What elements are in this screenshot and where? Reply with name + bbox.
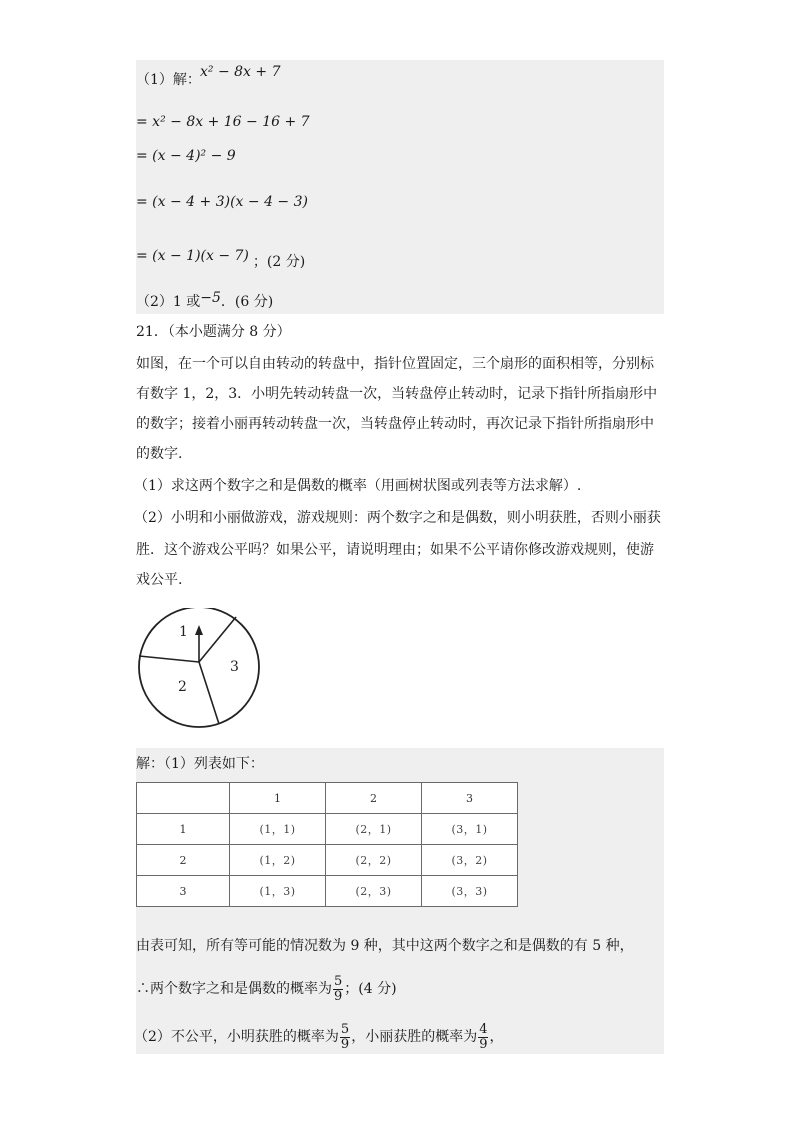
part2-value: −5 [200, 290, 221, 306]
solution21-intro: 解：（1）列表如下： [136, 756, 264, 772]
table-header-cell: 1 [230, 783, 326, 814]
fraction-numerator: 5 [340, 1021, 350, 1037]
table-cell: (1，2) [230, 845, 326, 876]
table-cell: (2，3) [326, 876, 422, 907]
question21-heading: 21．（本小题满分 8 分） [136, 324, 291, 340]
table-row-label: 1 [137, 814, 230, 845]
sector-divider-top [199, 617, 236, 662]
sector-divider-bottom [199, 662, 219, 724]
sector-label-2: 2 [178, 679, 187, 695]
sector-label-1: 1 [179, 624, 188, 640]
table-row [137, 845, 518, 876]
probability-table [136, 782, 518, 907]
fraction-denominator: 9 [340, 1036, 350, 1052]
part1-label: （1）解： [136, 72, 201, 88]
question21-q2-line-2: 胜．这个游戏公平吗？如果公平，请说明理由；如果不公平请你修改游戏规则，使游 [136, 542, 654, 558]
solution20-expr: x² − 8x + 7 [200, 64, 281, 80]
question21-q2-line-1: （2）小明和小丽做游戏，游戏规则：两个数字之和是偶数，则小明获胜，否则小丽获 [134, 510, 661, 526]
pointer-arrow-icon [195, 625, 203, 635]
table-cell: (3，2) [422, 845, 518, 876]
part2-score: ．(6 分) [220, 294, 274, 310]
sector-label-3: 3 [230, 659, 239, 675]
table-cell: (3，1) [422, 814, 518, 845]
table-cell: (2，2) [326, 845, 422, 876]
solution20-step2: = (x − 4)² − 9 [136, 148, 236, 164]
question21-q1: （1）求这两个数字之和是偶数的概率（用画树状图或列表等方法求解）. [134, 478, 582, 494]
table-row-label: 3 [137, 876, 230, 907]
sector-divider-left [139, 656, 199, 662]
part2-label: （2）1 或 [136, 294, 201, 310]
li-fraction [478, 1023, 488, 1052]
question21-body-line-3: 的数字；接着小丽再转动转盘一次，当转盘停止转动时，再次记录下指针所指扇形中 [136, 416, 654, 432]
fraction-denominator: 9 [334, 988, 343, 1004]
table-header-row [137, 783, 518, 814]
table-row [137, 876, 518, 907]
question21-body-line-4: 的数字. [136, 446, 183, 462]
table-row [137, 814, 518, 845]
table-cell: (1，3) [230, 876, 326, 907]
fraction-numerator: 5 [334, 973, 343, 989]
step4-score: ；(2 分) [252, 254, 306, 270]
table-corner-cell [137, 783, 230, 814]
solution20-part2 [136, 292, 273, 312]
table-cell: (2，1) [326, 814, 422, 845]
answer-block-20 [136, 60, 664, 314]
fraction-numerator: 4 [479, 1021, 488, 1037]
table-cell: (3，3) [422, 876, 518, 907]
probability-fraction [333, 975, 343, 1004]
probability-score: ；(4 分) [344, 981, 397, 997]
solution20-step1: = x² − 8x + 16 − 16 + 7 [136, 114, 310, 130]
solution20-step3: = (x − 4 + 3)(x − 4 − 3) [136, 194, 308, 210]
spinner-figure [135, 608, 265, 730]
solution21-probability [136, 972, 397, 1006]
step4-expr: = (x − 1)(x − 7) [136, 248, 249, 264]
probability-text: ∴两个数字之和是偶数的概率为 [136, 981, 332, 997]
question21-body-line-1: 如图，在一个可以自由转动的转盘中，指针位置固定，三个扇形的面积相等，分别标 [136, 356, 654, 372]
question21-q2-line-3: 戏公平. [136, 572, 183, 588]
table-header-cell: 3 [422, 783, 518, 814]
part2-text-b: ，小丽获胜的概率为 [351, 1029, 478, 1045]
solution21-summary: 由表可知，所有等可能的情况数为 9 种，其中这两个数字之和是偶数的有 5 种， [136, 938, 634, 954]
table-row-label: 2 [137, 845, 230, 876]
part2-text-c: ， [489, 1029, 504, 1045]
ming-fraction [340, 1023, 350, 1052]
solution20-part1 [136, 70, 201, 90]
table-cell: (1，1) [230, 814, 326, 845]
solution20-step4 [136, 246, 306, 270]
part2-text-a: （2）不公平，小明获胜的概率为 [134, 1029, 339, 1045]
question21-body-line-2: 有数字 1，2，3．小明先转动转盘一次，当转盘停止转动时，记录下指针所指扇形中 [136, 386, 658, 402]
solution21-part2 [134, 1020, 503, 1054]
fraction-denominator: 9 [479, 1036, 488, 1052]
table-header-cell: 2 [326, 783, 422, 814]
